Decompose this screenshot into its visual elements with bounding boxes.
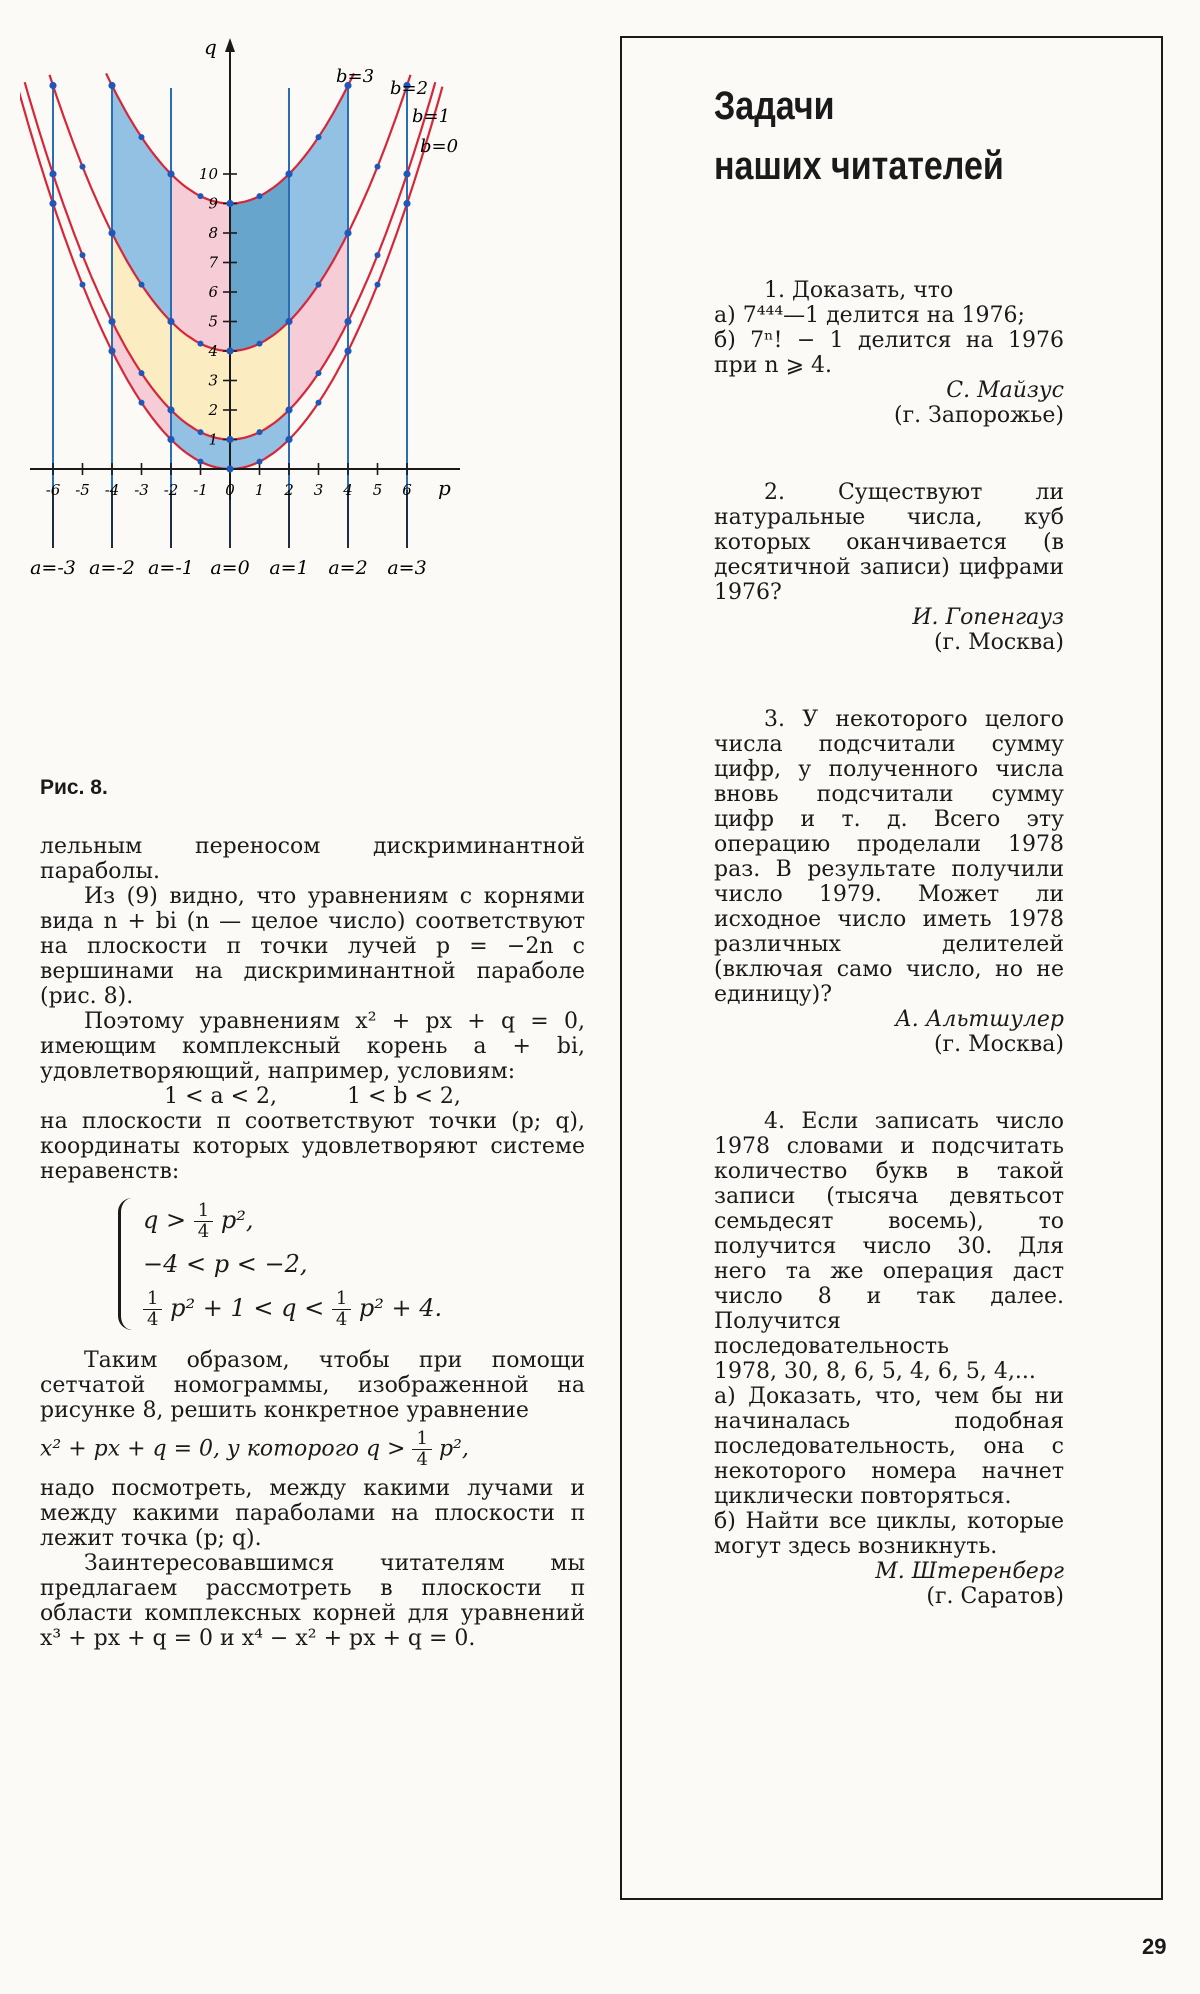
problem-author: И. Гопенгауз xyxy=(912,605,1064,630)
problem-city: (г. Москва) xyxy=(933,630,1064,655)
problem-author: С. Майзус xyxy=(946,378,1064,403)
q-tick-label: 4 xyxy=(208,342,218,360)
lattice-point xyxy=(108,318,115,325)
lattice-point xyxy=(257,459,263,465)
a-label: a=0 xyxy=(210,557,250,579)
paragraph-4: на плоскости π соответствуют точки (p; q), координаты которых удовлетворяют системе неравенств: xyxy=(40,1109,585,1184)
lattice-point xyxy=(49,82,56,89)
lattice-point xyxy=(285,318,292,325)
lattice-point xyxy=(226,347,233,354)
page-number: 29 xyxy=(1142,1934,1167,1959)
problem-author: А. Альтшулер xyxy=(895,1007,1064,1032)
lattice-point xyxy=(167,318,174,325)
p-tick-label: -3 xyxy=(134,481,149,499)
a-label: a=-3 xyxy=(30,557,76,579)
lattice-point xyxy=(139,370,145,376)
p-axis-label: p xyxy=(438,476,451,500)
paragraph-5-end: надо посмотреть, между какими лучами и между какими параболами на плоскости π лежит точка (p; q). xyxy=(40,1476,585,1551)
p-tick-label: -6 xyxy=(45,481,61,499)
lattice-point xyxy=(167,170,174,177)
inequality-system xyxy=(118,1198,585,1330)
problem-text: б) 7ⁿ! − 1 делится на 1976 при n ⩾ 4. xyxy=(714,328,1064,378)
p-tick-label: -4 xyxy=(104,481,120,499)
q-tick-label: 6 xyxy=(208,283,218,301)
lattice-point xyxy=(198,341,204,347)
problem-text: а) 7⁴⁴⁴—1 делится на 1976; xyxy=(714,303,1025,328)
b-label: b=0 xyxy=(420,136,459,157)
inequality-2: −4 < p < −2, xyxy=(143,1250,308,1278)
p-tick-label: 0 xyxy=(225,481,235,499)
problem-city: (г. Саратов) xyxy=(926,1584,1064,1609)
a-label: a=-1 xyxy=(148,557,194,579)
lattice-point xyxy=(316,282,322,288)
lattice-point xyxy=(167,406,174,413)
problems-list xyxy=(714,278,1064,1661)
box-title: Задачи наших читателей xyxy=(714,84,1004,188)
p-tick-label: -5 xyxy=(75,481,90,499)
problem-3 xyxy=(714,707,1064,1057)
lattice-point xyxy=(316,370,322,376)
lattice-point xyxy=(49,170,56,177)
p-tick-label: 5 xyxy=(372,481,383,499)
a-label: a=1 xyxy=(269,557,309,579)
lattice-point xyxy=(403,200,410,207)
region-band xyxy=(230,174,289,351)
lattice-point xyxy=(257,429,263,435)
lattice-point xyxy=(139,282,145,288)
lattice-point xyxy=(344,347,351,354)
problem-text: 1. Доказать, что xyxy=(764,278,954,303)
q-tick-label: 3 xyxy=(208,371,218,390)
p-tick-label: 4 xyxy=(343,481,353,499)
problem-1 xyxy=(714,278,1064,428)
problem-4 xyxy=(714,1109,1064,1609)
lattice-point xyxy=(80,164,86,170)
lattice-point xyxy=(375,164,381,170)
q-tick-label: 10 xyxy=(198,165,218,183)
lattice-point xyxy=(49,200,56,207)
lattice-point xyxy=(80,252,86,258)
q-tick-label: 7 xyxy=(208,253,218,272)
lattice-point xyxy=(108,229,115,236)
b-label: b=1 xyxy=(412,106,451,127)
fraction: $\frac{1}{4}$ xyxy=(332,1289,351,1330)
lattice-point xyxy=(285,406,292,413)
q-tick-label: 8 xyxy=(208,224,218,242)
lattice-point xyxy=(285,170,292,177)
left-column-text xyxy=(40,834,585,1651)
inequality-1: q > $\frac{1}{4}$ p², xyxy=(143,1200,254,1242)
paragraph-3: Поэтому уравнениям x² + px + q = 0, имеющим комплексный корень a + bi, удовлетворяющий, например, условиям: xyxy=(40,1009,585,1084)
a-label: a=-2 xyxy=(89,557,135,579)
lattice-point xyxy=(375,282,381,288)
lattice-point xyxy=(167,436,174,443)
lattice-point xyxy=(403,170,410,177)
problem-text: 4. Если записать число 1978 словами и подсчитать количество букв в такой записи (тысяча девятьсот семьдесят восемь), то получится число 30. Для него та же операция даст число 8 и так далее. Получится последовательность xyxy=(714,1109,1064,1359)
lattice-point xyxy=(198,429,204,435)
a-label: a=3 xyxy=(387,557,427,579)
problem-2 xyxy=(714,480,1064,655)
lattice-point xyxy=(198,193,204,199)
a-label: a=2 xyxy=(328,557,368,579)
paragraph-5: Таким образом, чтобы при помощи сетчатой номограммы, изображенной на рисунке 8, решить конкретное уравнение xyxy=(40,1348,585,1423)
problem-author: М. Штеренберг xyxy=(875,1559,1064,1584)
q-tick-label: 5 xyxy=(208,312,218,331)
problem-text: а) Доказать, что, чем бы ни начиналась подобная последовательность, она с некоторого номера начнет циклически повторяться. xyxy=(714,1384,1064,1509)
paragraph-6: Заинтересовавшимся читателям мы предлагаем рассмотреть в плоскости π области комплексных корней для уравнений x³ + px + q = 0 и x⁴ − x² + px + q = 0. xyxy=(40,1551,585,1651)
p-tick-label: 1 xyxy=(254,481,265,499)
lattice-point xyxy=(226,465,233,472)
lattice-point xyxy=(139,134,145,140)
problem-text: 3. У некоторого целого числа подсчитали сумму цифр, у полученного числа вновь подсчитали сумму цифр и т. д. Всего эту операцию проделали 1978 раз. В результате получили число 1979. Может ли исходное число иметь 1978 различных делителей (включая само число, но не единицу)? xyxy=(714,707,1064,1007)
p-tick-label: 6 xyxy=(402,481,412,499)
p-tick-label: -2 xyxy=(163,481,179,499)
p-tick-label: 3 xyxy=(313,481,324,499)
b-label: b=3 xyxy=(336,66,375,87)
nomogram-figure xyxy=(20,30,600,750)
readers-problems-box xyxy=(620,36,1163,1900)
p-tick-label: 2 xyxy=(284,481,294,499)
lattice-point xyxy=(257,193,263,199)
problem-text: 1978, 30, 8, 6, 5, 4, 6, 5, 4,... xyxy=(714,1359,1036,1384)
lattice-point xyxy=(108,347,115,354)
problem-text: 2. Существуют ли натуральные числа, куб которых оканчивается (в десятичной записи) цифрами 1976? xyxy=(714,480,1064,605)
lattice-point xyxy=(198,459,204,465)
lattice-point xyxy=(257,341,263,347)
lattice-point xyxy=(226,200,233,207)
problem-text: б) Найти все циклы, которые могут здесь возникнуть. xyxy=(714,1509,1064,1559)
lattice-point xyxy=(139,400,145,406)
p-tick-label: -1 xyxy=(193,481,208,499)
q-axis-label: q xyxy=(204,35,217,59)
b-label: b=2 xyxy=(390,78,429,99)
q-tick-label: 2 xyxy=(208,401,218,419)
figure-caption: Рис. 8. xyxy=(40,776,108,799)
conditions-line: 1 < a < 2, 1 < b < 2, xyxy=(164,1084,461,1109)
lattice-point xyxy=(285,436,292,443)
q-tick-label: 1 xyxy=(208,430,218,449)
lattice-point xyxy=(80,282,86,288)
paragraph-5-equation: x² + px + q = 0, у которого q > $\frac{1}{4}$ p², xyxy=(40,1428,469,1470)
lattice-point xyxy=(316,134,322,140)
lattice-point xyxy=(375,252,381,258)
paragraph-2: Из (9) видно, что уравнениям с корнями вида n + bi (n — целое число) соответствуют на плоскости π точки лучей p = −2n с вершинами на дискриминантной параболе (рис. 8). xyxy=(40,884,585,1009)
paragraph-1: лельным переносом дискриминантной параболы. xyxy=(40,834,585,884)
lattice-point xyxy=(108,82,115,89)
lattice-point xyxy=(344,229,351,236)
lattice-point xyxy=(226,436,233,443)
inequality-3: $\frac{1}{4}$ p² + 1 < q < $\frac{1}{4}$ p² + 4. xyxy=(143,1286,585,1330)
fraction: $\frac{1}{4}$ xyxy=(143,1289,162,1330)
fraction: $\frac{1}{4}$ xyxy=(412,1429,431,1470)
problem-city: (г. Москва) xyxy=(933,1032,1064,1057)
fraction: $\frac{1}{4}$ xyxy=(194,1201,213,1242)
q-axis-arrow-icon xyxy=(225,38,235,52)
lattice-point xyxy=(316,400,322,406)
region-band xyxy=(171,174,230,351)
lattice-point xyxy=(344,318,351,325)
problem-city: (г. Запорожье) xyxy=(894,403,1064,428)
q-tick-label: 9 xyxy=(208,194,218,213)
